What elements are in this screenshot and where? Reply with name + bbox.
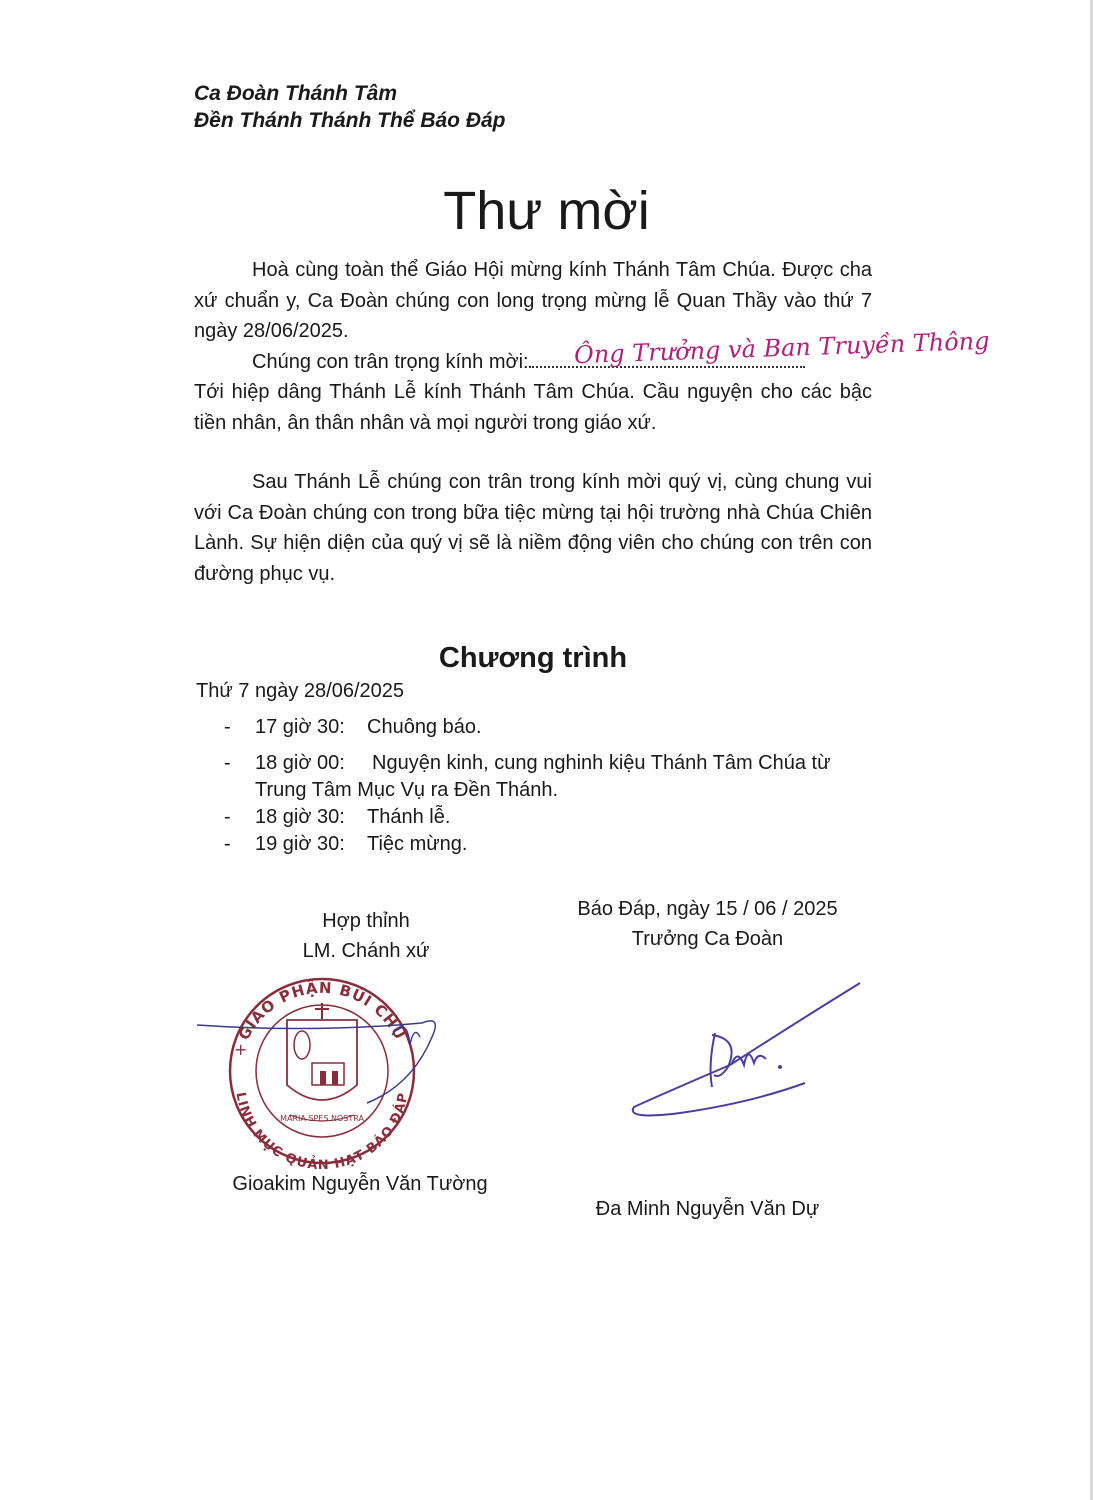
schedule-time: 17 giờ 30: <box>255 716 345 738</box>
program-schedule <box>224 714 884 858</box>
schedule-time: 19 giờ 30: <box>255 833 345 855</box>
pastor-role: LM. Chánh xứ <box>302 940 430 962</box>
schedule-item: - 17 giờ 30: Chuông báo. <box>224 714 884 741</box>
approval-label: Hợp thỉnh <box>322 910 410 932</box>
handwritten-signature <box>620 975 870 1125</box>
invitee-handwritten: Ông Trưởng và Ban Truyền Thông <box>573 326 990 370</box>
letter-title: Thư mời <box>443 181 650 241</box>
parish-seal-stamp <box>192 975 452 1175</box>
program-title: Chương trình <box>438 642 628 674</box>
schedule-item: - 19 giờ 30: Tiệc mừng. <box>224 831 884 858</box>
svg-text:+: + <box>234 1040 248 1059</box>
invitation-label: Chúng con trân trọng kính mời: <box>252 351 529 373</box>
church-name: Đền Thánh Thánh Thể Báo Đáp <box>194 109 506 132</box>
svg-text:LINH MỤC QUẢN HẠT BÁO ĐÁP <box>233 1091 412 1173</box>
schedule-time: 18 giờ 00: <box>255 752 345 774</box>
seal-text-top: GIÁO PHẬN BÙI CHU <box>234 978 410 1044</box>
reception-paragraph <box>194 467 872 589</box>
left-signature-block <box>236 906 496 966</box>
schedule-item: - 18 giờ 00: Nguyện kinh, cung nghinh kiệu Thánh Tâm Chúa từ Trung Tâm Mục Vụ ra Đền Thánh. <box>224 752 831 801</box>
schedule-item: - 18 giờ 30: Thánh lễ. <box>224 804 884 831</box>
right-signature-block <box>545 894 870 954</box>
choir-name: Ca Đoàn Thánh Tâm <box>194 82 398 105</box>
schedule-desc: Thánh lễ. <box>367 806 451 828</box>
program-date: Thứ 7 ngày 28/06/2025 <box>196 680 404 702</box>
schedule-time: 18 giờ 30: <box>255 806 345 828</box>
choir-leader-role: Trưởng Ca Đoàn <box>631 928 784 950</box>
place-date: Báo Đáp, ngày 15 / 06 / 2025 <box>577 898 838 920</box>
seal-text-bottom: LINH MỤC QUẢN HẠT BÁO ĐÁP <box>232 1091 412 1174</box>
letter-header <box>194 80 506 134</box>
schedule-desc: Nguyện kinh, cung nghinh kiệu Thánh Tâm Chúa từ Trung Tâm Mục Vụ ra Đền Thánh. <box>255 752 831 801</box>
schedule-desc: Chuông báo. <box>367 716 482 738</box>
reception-text: Sau Thánh Lễ chúng con trân trong kính mời quý vị, cùng chung vui với Ca Đoàn chúng con trong bữa tiệc mừng tại hội trường nhà Chúa Chiên Lành. Sự hiện diện của quý vị sẽ là niềm động viên cho chúng con trên con đường phục vụ. <box>194 471 872 585</box>
pastor-name: Gioakim Nguyễn Văn Tường <box>232 1173 488 1195</box>
purpose-paragraph: Tới hiệp dâng Thánh Lễ kính Thánh Tâm Chúa. Cầu nguyện cho các bậc tiền nhân, ân thân nhân và mọi người trong giáo xứ. <box>194 381 872 434</box>
intro-paragraph <box>194 255 872 347</box>
seal-motto: MARIA SPES NOSTRA <box>280 1114 364 1123</box>
choir-leader-name: Đa Minh Nguyễn Văn Dự <box>595 1198 820 1220</box>
schedule-desc: Tiệc mừng. <box>367 833 468 855</box>
intro-text: Hoà cùng toàn thể Giáo Hội mừng kính Thánh Tâm Chúa. Được cha xứ chuẩn y, Ca Đoàn chúng con long trọng mừng lễ Quan Thầy vào thứ 7 ngày 28/06/2025. <box>194 259 872 342</box>
